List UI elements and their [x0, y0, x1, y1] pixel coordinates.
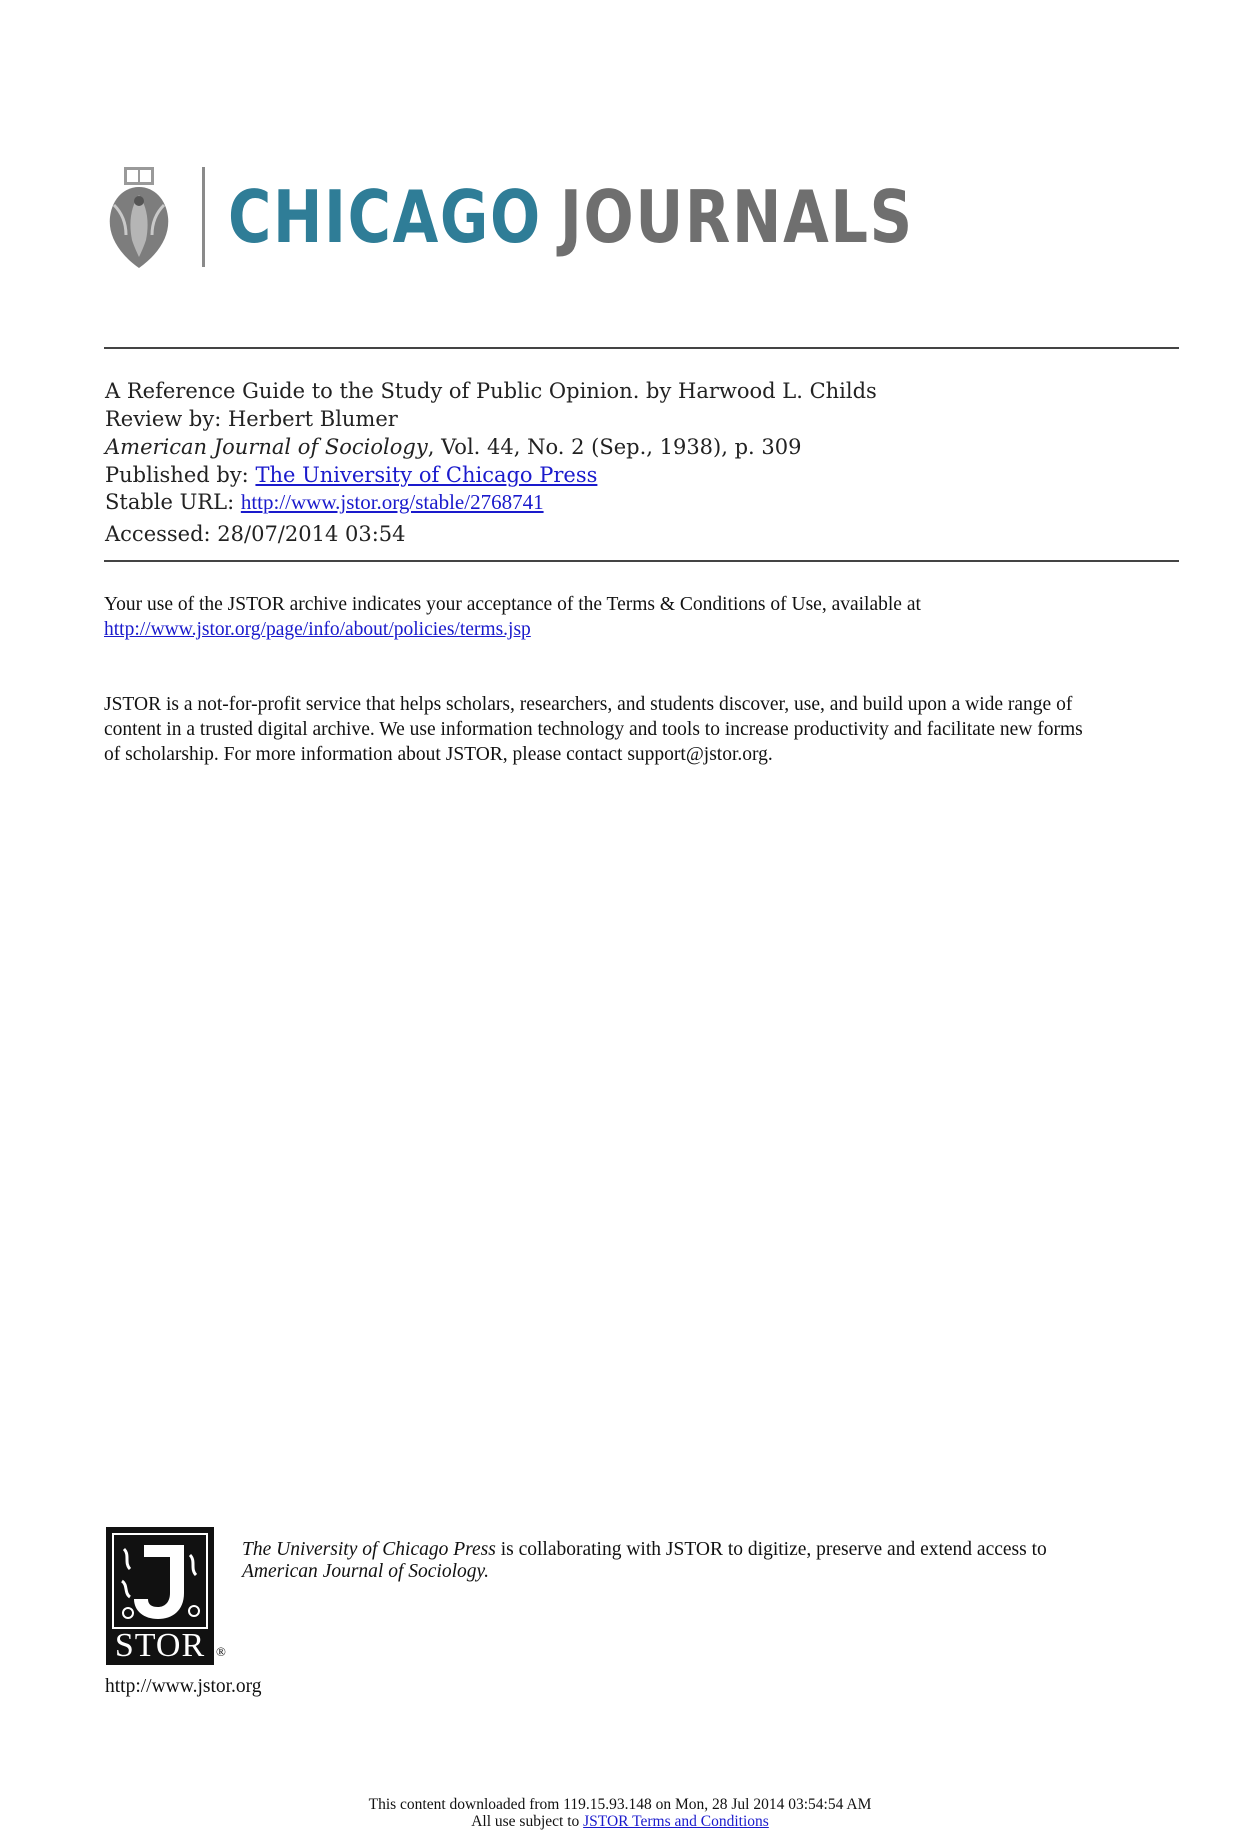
wordmark-chicago: CHICAGO	[228, 175, 542, 259]
jstor-ornament	[112, 1533, 208, 1629]
logo-divider	[202, 167, 205, 267]
stable-url-link[interactable]: http://www.jstor.org/stable/2768741	[240, 490, 544, 514]
wordmark	[228, 171, 914, 263]
collab-press: The University of Chicago Press	[242, 1539, 496, 1560]
about-line-3: of scholarship. For more information about JSTOR, please contact support@jstor.org.	[104, 744, 773, 765]
wordmark-journals: JOURNALS	[559, 175, 914, 259]
top-divider	[104, 347, 1179, 349]
jstor-j-icon	[114, 1535, 206, 1627]
collab-journal: American Journal of Sociology.	[242, 1561, 489, 1582]
terms-notice	[104, 592, 1184, 642]
journal-info	[105, 434, 1105, 460]
jstor-logo-word: STOR	[114, 1627, 206, 1664]
review-author: Review by: Herbert Blumer	[105, 407, 398, 431]
jstor-url[interactable]: http://www.jstor.org	[105, 1676, 262, 1697]
collab-text: is collaborating with JSTOR to digitize, preserve and extend access to	[495, 1539, 1047, 1560]
terms-link[interactable]: http://www.jstor.org/page/info/about/policies/terms.jsp	[104, 619, 531, 640]
journal-name: American Journal of Sociology	[105, 435, 428, 459]
collab-line-1	[242, 1539, 1047, 1561]
stable-url-line	[105, 489, 1105, 515]
jstor-logo	[106, 1527, 214, 1665]
bottom-divider	[104, 560, 1179, 562]
registered-mark: ®	[216, 1644, 226, 1659]
download-info: This content downloaded from 119.15.93.148 on Mon, 28 Jul 2014 03:54:54 AM	[368, 1796, 872, 1813]
phoenix-emblem-icon	[104, 165, 174, 270]
subject-prefix: All use subject to	[471, 1813, 584, 1830]
terms-footer	[0, 1813, 1240, 1831]
about-line-1: JSTOR is a not-for-profit service that helps scholars, researchers, and students discover, use, and build upon a wide range of	[104, 694, 1073, 715]
publisher-line	[105, 462, 1105, 488]
stable-url-label: Stable URL:	[105, 490, 241, 514]
about-line-2: content in a trusted digital archive. We use information technology and tools to increase productivity and facilitate new forms	[104, 719, 1083, 740]
terms-text: Your use of the JSTOR archive indicates your acceptance of the Terms & Conditions of Use, available at	[104, 594, 921, 615]
chicago-journals-logo	[104, 165, 914, 270]
about-jstor	[104, 692, 1184, 767]
published-by-label: Published by:	[105, 463, 256, 487]
article-title: A Reference Guide to the Study of Public Opinion. by Harwood L. Childs	[105, 379, 877, 403]
jstor-terms-link[interactable]: JSTOR Terms and Conditions	[583, 1813, 769, 1830]
publisher-link[interactable]: The University of Chicago Press	[255, 463, 598, 487]
accessed-date: Accessed: 28/07/2014 03:54	[105, 522, 406, 546]
volume-info: , Vol. 44, No. 2 (Sep., 1938), p. 309	[427, 435, 802, 459]
